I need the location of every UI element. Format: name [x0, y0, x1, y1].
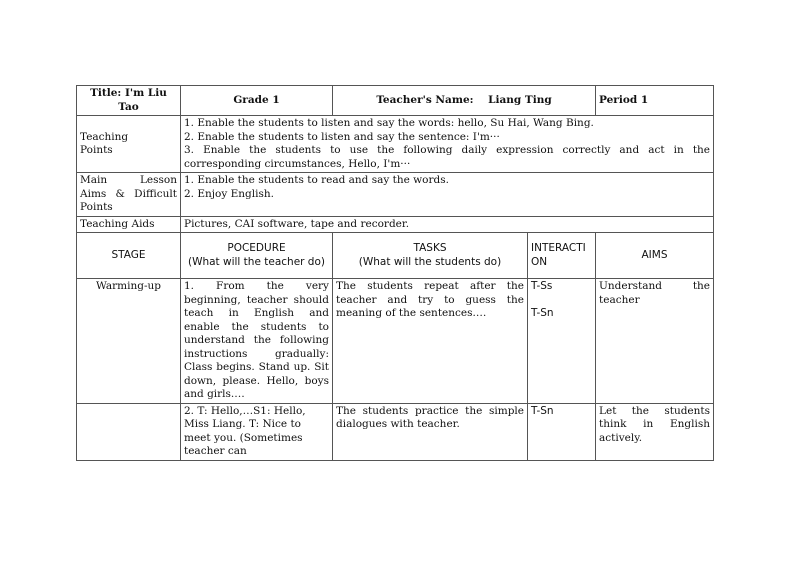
- lesson-plan-table: [76, 85, 714, 461]
- stage-header: STAGE: [77, 233, 181, 279]
- column-header-row: [77, 233, 714, 279]
- aims-cell: Understand the teacher: [596, 279, 714, 404]
- procedure-cell: 1. From the very beginning, teacher should teach in English and enable the students to understand the following instructions gradually: Class begins. Stand up. Sit down, please. Hello, boys and girls.…: [181, 279, 333, 404]
- teaching-point: 2. Enable the students to listen and say the sentence: I'm···: [184, 130, 500, 143]
- tasks-header: TASKS (What will the students do): [333, 233, 528, 279]
- stage-cell: [77, 403, 181, 460]
- aims-header: AIMS: [596, 233, 714, 279]
- teaching-aids-label: Teaching Aids: [77, 216, 181, 233]
- teaching-point: 1. Enable the students to listen and say the words: hello, Su Hai, Wang Bing.: [184, 117, 594, 129]
- interaction-header: INTERACTION: [528, 233, 596, 279]
- main-aims-label: Main Lesson Aims & Difficult Points: [77, 173, 181, 217]
- header-row: [77, 86, 714, 116]
- teaching-point: 3. Enable the students to use the following daily expression correctly and act in the corresponding circumstances, Hello, I'm···: [184, 144, 711, 170]
- main-aim: 2. Enjoy English.: [184, 187, 274, 200]
- teaching-points-row: [77, 116, 714, 173]
- main-aims-content: [181, 173, 714, 217]
- main-aims-row: [77, 173, 714, 217]
- main-aim: 1. Enable the students to read and say the words.: [184, 174, 449, 186]
- aims-cell: Let the students think in English actively.: [596, 403, 714, 460]
- teaching-points-content: [181, 116, 714, 173]
- procedure-cell: 2. T: Hello,…S1: Hello, Miss Liang. T: Nice to meet you. (Sometimes teacher can: [181, 403, 333, 460]
- stage-row: [77, 403, 714, 460]
- interaction-cell: T-Ss T-Sn: [528, 279, 596, 404]
- stage-row: [77, 279, 714, 404]
- grade: Grade 1: [181, 86, 333, 116]
- period: Period 1: [596, 86, 714, 116]
- procedure-header: POCEDURE (What will the teacher do): [181, 233, 333, 279]
- teaching-aids-row: [77, 216, 714, 233]
- interaction-cell: T-Sn: [528, 403, 596, 460]
- teacher-name: Teacher's Name: Liang Ting: [333, 86, 596, 116]
- stage-cell: Warming-up: [77, 279, 181, 404]
- tasks-cell: The students practice the simple dialogues with teacher.: [333, 403, 528, 460]
- teaching-points-label: Teaching Points: [77, 116, 181, 173]
- teaching-aids-content: Pictures, CAI software, tape and recorder.: [181, 216, 714, 233]
- tasks-cell: The students repeat after the teacher and try to guess the meaning of the sentences.…: [333, 279, 528, 404]
- lesson-title: Title: I'm Liu Tao: [77, 86, 181, 116]
